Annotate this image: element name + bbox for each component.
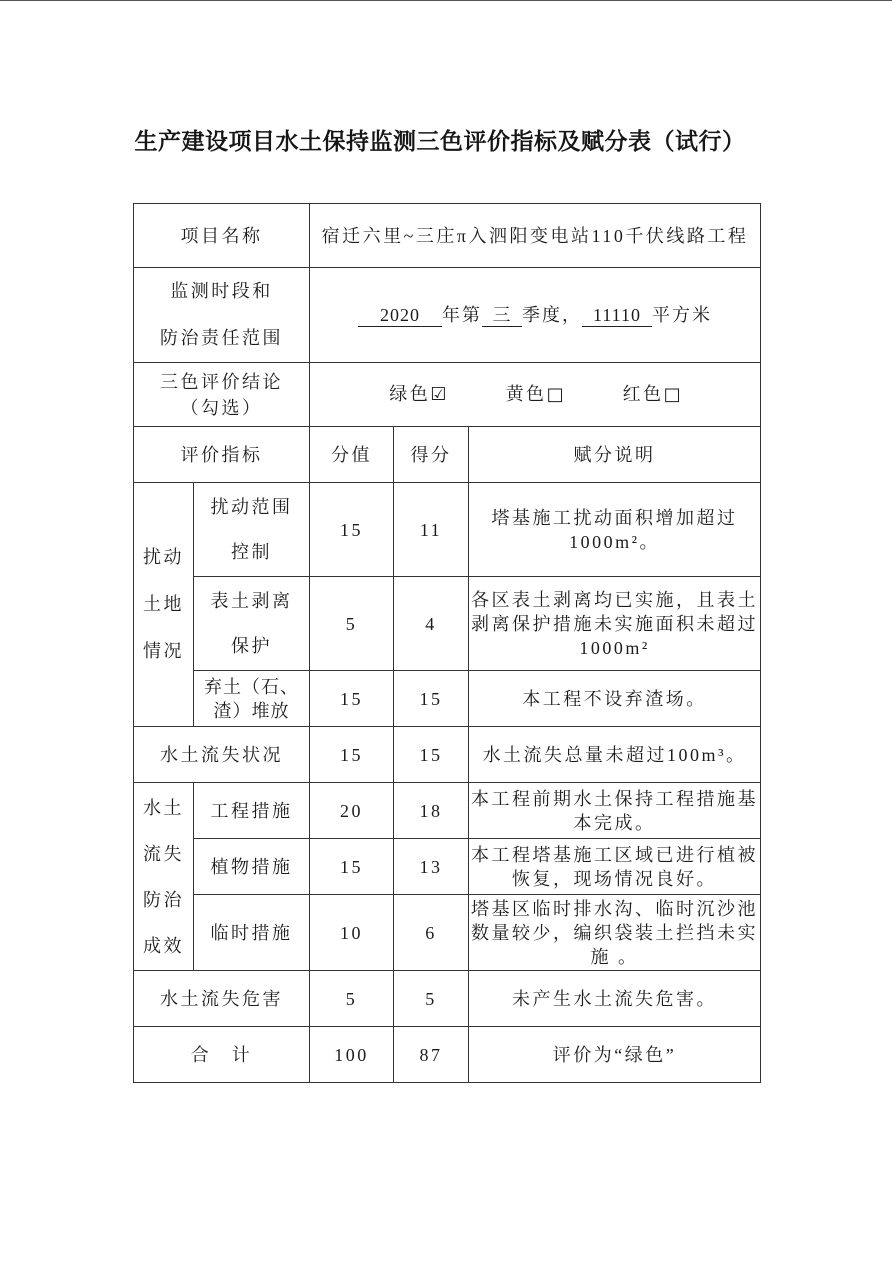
indicator-item-label: 弃土（石、渣）堆放 — [204, 676, 299, 721]
total-explanation: 评价为“绿色” — [469, 1027, 761, 1083]
table-row — [134, 671, 761, 727]
score-value: 5 — [310, 577, 394, 671]
header-score: 分值 — [310, 427, 394, 483]
year-suffix: 年第 — [442, 305, 483, 325]
option-red-label: 红色 — [622, 384, 664, 404]
indicator-item-label: 表土剥离保护 — [210, 590, 293, 656]
score-value: 20 — [310, 783, 394, 839]
table-row-project — [134, 204, 761, 268]
indicator-group-cell — [134, 783, 194, 971]
table-row — [134, 971, 761, 1027]
project-name-label: 项目名称 — [134, 204, 310, 268]
option-yellow — [506, 382, 564, 407]
explanation-text: 水土流失总量未超过100m³。 — [469, 727, 761, 783]
quarter-value: 三 — [482, 305, 522, 327]
quarter-suffix: 季度， — [522, 305, 583, 325]
monitoring-label-line-1: 监测时段和 — [170, 281, 273, 301]
total-label: 合 计 — [134, 1027, 310, 1083]
table-row — [134, 783, 761, 839]
header-indicator: 评价指标 — [134, 427, 310, 483]
score-value: 15 — [310, 483, 394, 577]
indicator-item-label: 工程措施 — [194, 783, 310, 839]
conclusion-label-line-2: （勾选） — [180, 397, 263, 418]
earned-value: 4 — [394, 577, 469, 671]
total-earned: 87 — [394, 1027, 469, 1083]
table-row-monitoring — [134, 268, 761, 363]
monitoring-label-line-2: 防治责任范围 — [160, 328, 283, 348]
explanation-text: 塔基区临时排水沟、临时沉沙池数量较少，编织袋装土拦挡未实施 。 — [469, 895, 761, 971]
table-row — [134, 727, 761, 783]
indicator-item-label: 植物措施 — [194, 839, 310, 895]
table-row — [134, 483, 761, 577]
document-title: 生产建设项目水土保持监测三色评价指标及赋分表（试行） — [134, 129, 746, 155]
indicator-label: 水土流失危害 — [134, 971, 310, 1027]
explanation-text: 本工程不设弃渣场。 — [469, 671, 761, 727]
monitoring-period-value — [310, 268, 761, 363]
option-green-label: 绿色 — [389, 384, 431, 404]
area-unit: 平方米 — [652, 305, 713, 325]
table-row — [134, 839, 761, 895]
earned-value: 13 — [394, 839, 469, 895]
explanation-text: 未产生水土流失危害。 — [469, 971, 761, 1027]
year-value: 2020 — [358, 305, 442, 327]
indicator-group-cell — [134, 483, 194, 727]
empty-box-icon: □ — [663, 384, 681, 405]
option-red — [623, 382, 681, 407]
header-earned: 得分 — [394, 427, 469, 483]
indicator-item-label: 临时措施 — [194, 895, 310, 971]
score-value: 15 — [310, 839, 394, 895]
checked-box-icon: ☑ — [430, 384, 447, 405]
table-row-total — [134, 1027, 761, 1083]
score-value: 5 — [310, 971, 394, 1027]
indicator-label: 水土流失状况 — [134, 727, 310, 783]
explanation-text: 各区表土剥离均已实施，且表土剥离保护措施未实施面积未超过1000m² — [469, 577, 761, 671]
explanation-text: 本工程前期水土保持工程措施基本完成。 — [469, 783, 761, 839]
earned-value: 15 — [394, 727, 469, 783]
conclusion-label-line-1: 三色评价结论 — [160, 371, 283, 392]
earned-value: 15 — [394, 671, 469, 727]
project-name-value: 宿迁六里~三庄π入泗阳变电站110千伏线路工程 — [310, 204, 761, 268]
indicator-group-label: 扰动土地情况 — [143, 547, 184, 661]
evaluation-table — [133, 203, 761, 1083]
monitoring-period-line — [310, 303, 760, 327]
indicator-item-cell — [194, 671, 310, 727]
score-value: 15 — [310, 671, 394, 727]
monitoring-period-label — [134, 268, 310, 363]
empty-box-icon: □ — [546, 384, 564, 405]
indicator-item-cell — [194, 483, 310, 577]
option-yellow-label: 黄色 — [505, 384, 547, 404]
conclusion-option-list — [310, 382, 760, 407]
earned-value: 5 — [394, 971, 469, 1027]
indicator-group-label: 水土流失防治成效 — [143, 797, 184, 956]
score-value: 10 — [310, 895, 394, 971]
page-top-edge — [0, 0, 892, 1]
conclusion-options — [310, 363, 761, 427]
table-row-conclusion — [134, 363, 761, 427]
header-explanation: 赋分说明 — [469, 427, 761, 483]
table-row — [134, 895, 761, 971]
earned-value: 18 — [394, 783, 469, 839]
option-green — [389, 382, 446, 407]
score-value: 15 — [310, 727, 394, 783]
area-value: 11110 — [582, 305, 652, 327]
earned-value: 6 — [394, 895, 469, 971]
table-row — [134, 577, 761, 671]
indicator-item-cell — [194, 577, 310, 671]
indicator-item-label: 扰动范围控制 — [210, 496, 293, 562]
earned-value: 11 — [394, 483, 469, 577]
total-score: 100 — [310, 1027, 394, 1083]
explanation-text: 塔基施工扰动面积增加超过1000m²。 — [469, 483, 761, 577]
conclusion-label — [134, 363, 310, 427]
table-header-row — [134, 427, 761, 483]
explanation-text: 本工程塔基施工区域已进行植被恢复，现场情况良好。 — [469, 839, 761, 895]
